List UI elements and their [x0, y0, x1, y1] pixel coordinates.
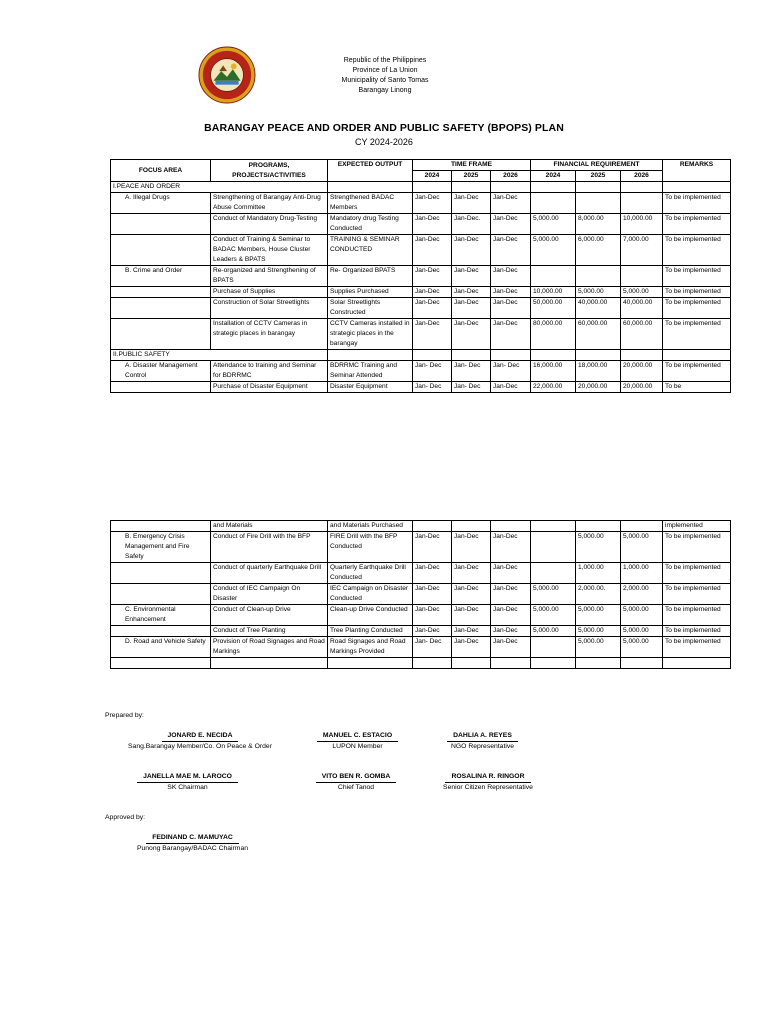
prepared-by-label: Prepared by: [105, 712, 144, 719]
table-row [111, 637, 731, 658]
document-header [300, 56, 470, 96]
financial-2025-cell: 40,000.00 [576, 298, 621, 319]
program-cell: Purchase of Disaster Equipment [211, 382, 328, 393]
program-cell: Conduct of quarterly Earthquake Drill [211, 563, 328, 584]
expected-output-cell [328, 658, 413, 669]
section-row [111, 350, 731, 361]
remarks-cell: To be implemented [663, 266, 731, 287]
table-row [111, 563, 731, 584]
signatory-name: ROSALINA R. RINGOR [445, 772, 530, 783]
focus-area-cell [111, 382, 211, 393]
remarks-cell: To be implemented [663, 235, 731, 266]
focus-area-cell [111, 298, 211, 319]
empty-cell [413, 350, 452, 361]
table-row [111, 584, 731, 605]
header-fr-2025: 2025 [576, 171, 621, 182]
timeframe-2024-cell: Jan-Dec [413, 235, 452, 266]
table-row [111, 658, 731, 669]
document-subtitle: CY 2024-2026 [355, 137, 413, 147]
timeframe-2024-cell: Jan- Dec [413, 382, 452, 393]
remarks-cell: To be implemented [663, 626, 731, 637]
empty-cell [621, 182, 663, 193]
expected-output-cell: CCTV Cameras installed in strategic places in the barangay [328, 319, 413, 350]
financial-2026-cell: 40,000.00 [621, 298, 663, 319]
remarks-cell: To be implemented [663, 287, 731, 298]
timeframe-2024-cell: Jan-Dec [413, 563, 452, 584]
header-time-frame: TIME FRAME [413, 160, 531, 171]
financial-2024-cell [531, 637, 576, 658]
timeframe-2026-cell: Jan- Dec [491, 361, 531, 382]
timeframe-2026-cell: Jan-Dec [491, 605, 531, 626]
timeframe-2025-cell: Jan-Dec [452, 584, 491, 605]
timeframe-2025-cell: Jan-Dec [452, 319, 491, 350]
header-remarks: REMARKS [663, 160, 731, 182]
timeframe-2024-cell: Jan-Dec [413, 298, 452, 319]
financial-2025-cell: 6,000.00 [576, 235, 621, 266]
timeframe-2026-cell: Jan-Dec [491, 235, 531, 266]
header-tf-2025: 2025 [452, 171, 491, 182]
header-line-province: Province of La Union [352, 67, 418, 74]
barangay-seal-logo [198, 46, 256, 104]
empty-cell [491, 182, 531, 193]
signatory-name: DAHLIA A. REYES [447, 731, 518, 742]
plan-table-body-1 [111, 182, 731, 393]
timeframe-2024-cell [413, 658, 452, 669]
remarks-cell: To be implemented [663, 319, 731, 350]
financial-2025-cell: 5,000.00 [576, 637, 621, 658]
table-row [111, 382, 731, 393]
financial-2025-cell: 18,000.00 [576, 361, 621, 382]
empty-cell [576, 350, 621, 361]
expected-output-cell: IEC Campaign on Disaster Conducted [328, 584, 413, 605]
signatory-name: JANELLA MAE M. LAROCO [137, 772, 238, 783]
remarks-cell: To be implemented [663, 361, 731, 382]
financial-2026-cell: 5,000.00 [621, 287, 663, 298]
empty-cell [663, 350, 731, 361]
financial-2024-cell: 10,000.00 [531, 287, 576, 298]
focus-area-cell [111, 658, 211, 669]
financial-2026-cell: 1,000.00 [621, 563, 663, 584]
financial-2024-cell: 5,000.00 [531, 214, 576, 235]
financial-2025-cell: 60,000.00 [576, 319, 621, 350]
focus-area-cell [111, 521, 211, 532]
header-financial: FINANCIAL REQUIREMENT [531, 160, 663, 171]
financial-2026-cell: 7,000.00 [621, 235, 663, 266]
header-tf-2026: 2026 [491, 171, 531, 182]
program-cell: Conduct of Fire Drill with the BFP [211, 532, 328, 563]
financial-2024-cell [531, 658, 576, 669]
header-line-municipality: Municipality of Santo Tomas [341, 77, 429, 84]
financial-2024-cell [531, 521, 576, 532]
financial-2024-cell: 80,000.00 [531, 319, 576, 350]
focus-area-cell: C. Environmental Enhancement [111, 605, 211, 626]
signatory-necida [105, 731, 295, 752]
table-row [111, 532, 731, 563]
timeframe-2024-cell: Jan-Dec [413, 532, 452, 563]
program-cell: Re-organized and Strengthening of BPATS [211, 266, 328, 287]
expected-output-cell: Re- Organized BPATS [328, 266, 413, 287]
section-label: II.PUBLIC SAFETY [111, 350, 328, 361]
header-expected-output: EXPECTED OUTPUT [328, 160, 413, 182]
timeframe-2025-cell: Jan-Dec [452, 605, 491, 626]
signatory-gomba [300, 772, 412, 793]
header-line-barangay: Barangay Linong [358, 87, 412, 94]
financial-2024-cell: 5,000.00 [531, 235, 576, 266]
empty-cell [452, 350, 491, 361]
focus-area-cell [111, 563, 211, 584]
financial-2024-cell [531, 193, 576, 214]
empty-cell [621, 350, 663, 361]
timeframe-2026-cell: Jan-Dec [491, 287, 531, 298]
timeframe-2026-cell: Jan-Dec [491, 193, 531, 214]
signatory-mamuyac [120, 833, 265, 854]
financial-2024-cell [531, 532, 576, 563]
program-cell: Construction of Solar Streetlights [211, 298, 328, 319]
financial-2025-cell: 2,000.00. [576, 584, 621, 605]
timeframe-2026-cell: Jan-Dec [491, 563, 531, 584]
expected-output-cell: TRAINING & SEMINAR CONDUCTED [328, 235, 413, 266]
financial-2024-cell: 50,000.00 [531, 298, 576, 319]
timeframe-2026-cell: Jan-Dec [491, 214, 531, 235]
expected-output-cell: Road Signages and Road Markings Provided [328, 637, 413, 658]
document-title: BARANGAY PEACE AND ORDER AND PUBLIC SAFETY (BPOPS) PLAN [204, 122, 564, 134]
financial-2026-cell: 20,000.00 [621, 382, 663, 393]
program-cell: and Materials [211, 521, 328, 532]
focus-area-cell [111, 214, 211, 235]
financial-2026-cell: 10,000.00 [621, 214, 663, 235]
financial-2025-cell: 8,000.00 [576, 214, 621, 235]
expected-output-cell: FIRE Drill with the BFP Conducted [328, 532, 413, 563]
timeframe-2025-cell: Jan-Dec [452, 626, 491, 637]
empty-cell [663, 182, 731, 193]
timeframe-2026-cell [491, 658, 531, 669]
signatory-role: NGO Representative [450, 743, 515, 750]
timeframe-2024-cell: Jan- Dec [413, 361, 452, 382]
expected-output-cell: Solar Streetlights Constructed [328, 298, 413, 319]
timeframe-2025-cell: Jan-Dec. [452, 214, 491, 235]
timeframe-2024-cell: Jan-Dec [413, 605, 452, 626]
empty-cell [328, 350, 413, 361]
focus-area-cell: A. Illegal Drugs [111, 193, 211, 214]
financial-2026-cell: 20,000.00 [621, 361, 663, 382]
signatory-role: Chief Tanod [337, 784, 375, 791]
focus-area-cell [111, 287, 211, 298]
financial-2025-cell: 5,000.00 [576, 287, 621, 298]
timeframe-2025-cell: Jan-Dec [452, 532, 491, 563]
program-cell: Provision of Road Signages and Road Markings [211, 637, 328, 658]
section-row [111, 182, 731, 193]
expected-output-cell: Quarterly Earthquake Drill Conducted [328, 563, 413, 584]
empty-cell [491, 350, 531, 361]
financial-2024-cell [531, 563, 576, 584]
timeframe-2026-cell: Jan-Dec [491, 637, 531, 658]
program-cell: Purchase of Supplies [211, 287, 328, 298]
signatory-role: Sang.Barangay Member/Co. On Peace & Order [128, 743, 272, 750]
financial-2025-cell: 1,000.00 [576, 563, 621, 584]
financial-2025-cell: 20,000.00 [576, 382, 621, 393]
financial-2026-cell: 2,000.00 [621, 584, 663, 605]
focus-area-cell: A. Disaster Management Control [111, 361, 211, 382]
financial-2025-cell [576, 521, 621, 532]
empty-cell [328, 182, 413, 193]
empty-cell [531, 350, 576, 361]
timeframe-2026-cell: Jan-Dec [491, 382, 531, 393]
signatory-reyes [430, 731, 535, 752]
timeframe-2025-cell: Jan-Dec [452, 235, 491, 266]
signatory-laroco [125, 772, 250, 793]
expected-output-cell: Tree Planting Conducted [328, 626, 413, 637]
timeframe-2024-cell: Jan-Dec [413, 319, 452, 350]
table-row [111, 266, 731, 287]
timeframe-2024-cell: Jan-Dec [413, 266, 452, 287]
timeframe-2025-cell: Jan-Dec [452, 298, 491, 319]
timeframe-2024-cell: Jan-Dec [413, 214, 452, 235]
signatory-name: VITO BEN R. GOMBA [316, 772, 397, 783]
program-cell: Conduct of Training & Seminar to BADAC Members, House Cluster Leaders & BPATS [211, 235, 328, 266]
remarks-cell: To be implemented [663, 532, 731, 563]
financial-2026-cell [621, 266, 663, 287]
program-cell: Strengthening of Barangay Anti-Drug Abuse Committee [211, 193, 328, 214]
section-label: I.PEACE AND ORDER [111, 182, 328, 193]
signatory-name: FEDINAND C. MAMUYAC [146, 833, 239, 844]
focus-area-cell [111, 584, 211, 605]
signatory-name: JONARD E. NECIDA [162, 731, 239, 742]
header-programs: PROGRAMS, PROJECTS/ACTIVITIES [211, 160, 328, 182]
financial-2026-cell [621, 658, 663, 669]
program-cell: Conduct of Clean-up Drive [211, 605, 328, 626]
timeframe-2024-cell: Jan-Dec [413, 193, 452, 214]
empty-cell [531, 182, 576, 193]
focus-area-cell: B. Crime and Order [111, 266, 211, 287]
signatory-ringor [428, 772, 548, 793]
timeframe-2025-cell [452, 521, 491, 532]
timeframe-2024-cell: Jan- Dec [413, 637, 452, 658]
timeframe-2025-cell: Jan- Dec [452, 361, 491, 382]
expected-output-cell: Clean-up Drive Conducted [328, 605, 413, 626]
header-fr-2026: 2026 [621, 171, 663, 182]
financial-2024-cell: 5,000.00 [531, 584, 576, 605]
program-cell: Conduct of Tree Planting [211, 626, 328, 637]
table-row [111, 521, 731, 532]
financial-2025-cell: 5,000.00 [576, 605, 621, 626]
timeframe-2024-cell: Jan-Dec [413, 287, 452, 298]
focus-area-cell [111, 319, 211, 350]
financial-2024-cell: 16,000.00 [531, 361, 576, 382]
financial-2025-cell: 5,000.00 [576, 626, 621, 637]
program-cell: Conduct of IEC Campaign On Disaster [211, 584, 328, 605]
financial-2025-cell [576, 193, 621, 214]
signatory-role: SK Chairman [167, 784, 208, 791]
remarks-cell: To be [663, 382, 731, 393]
signatory-role: Senior Citizen Representative [443, 784, 533, 791]
financial-2025-cell: 5,000.00 [576, 532, 621, 563]
financial-2025-cell [576, 266, 621, 287]
financial-2024-cell: 5,000.00 [531, 605, 576, 626]
timeframe-2026-cell: Jan-Dec [491, 298, 531, 319]
timeframe-2026-cell: Jan-Dec [491, 532, 531, 563]
empty-cell [452, 182, 491, 193]
program-cell [211, 658, 328, 669]
timeframe-2025-cell: Jan-Dec [452, 287, 491, 298]
timeframe-2026-cell: Jan-Dec [491, 266, 531, 287]
header-focus-area: FOCUS AREA [111, 160, 211, 182]
program-cell: Conduct of Mandatory Drug-Testing [211, 214, 328, 235]
signatory-role: Punong Barangay/BADAC Chairman [136, 845, 249, 852]
financial-2026-cell [621, 521, 663, 532]
timeframe-2025-cell: Jan-Dec [452, 266, 491, 287]
plan-table-body-2 [111, 521, 731, 669]
timeframe-2026-cell: Jan-Dec [491, 584, 531, 605]
timeframe-2025-cell [452, 658, 491, 669]
financial-2026-cell: 5,000.00 [621, 637, 663, 658]
header-line-country: Republic of the Philippines [343, 57, 427, 64]
table-row [111, 193, 731, 214]
timeframe-2026-cell [491, 521, 531, 532]
signatory-estacio [305, 731, 410, 752]
timeframe-2024-cell: Jan-Dec [413, 584, 452, 605]
remarks-cell: To be implemented [663, 637, 731, 658]
financial-2026-cell: 60,000.00 [621, 319, 663, 350]
financial-2026-cell [621, 193, 663, 214]
timeframe-2025-cell: Jan-Dec [452, 563, 491, 584]
table-row [111, 214, 731, 235]
signatory-name: MANUEL C. ESTACIO [317, 731, 398, 742]
table-row [111, 605, 731, 626]
table-row [111, 361, 731, 382]
table-row [111, 626, 731, 637]
financial-2026-cell: 5,000.00 [621, 605, 663, 626]
remarks-cell: To be implemented [663, 584, 731, 605]
expected-output-cell: Supplies Purchased [328, 287, 413, 298]
focus-area-cell [111, 626, 211, 637]
remarks-cell: implemented [663, 521, 731, 532]
financial-2025-cell [576, 658, 621, 669]
empty-cell [413, 182, 452, 193]
focus-area-cell [111, 235, 211, 266]
signatory-role: LUPON Member [332, 743, 383, 750]
financial-2024-cell [531, 266, 576, 287]
remarks-cell [663, 658, 731, 669]
remarks-cell: To be implemented [663, 605, 731, 626]
program-cell: Attendance to training and Seminar for BDRRMC [211, 361, 328, 382]
financial-2024-cell: 5,000.00 [531, 626, 576, 637]
timeframe-2026-cell: Jan-Dec [491, 626, 531, 637]
remarks-cell: To be implemented [663, 214, 731, 235]
plan-table-part-1 [110, 159, 731, 393]
timeframe-2025-cell: Jan-Dec [452, 193, 491, 214]
table-row [111, 319, 731, 350]
timeframe-2026-cell: Jan-Dec [491, 319, 531, 350]
financial-2026-cell: 5,000.00 [621, 532, 663, 563]
program-cell: Installation of CCTV Cameras in strategic places in barangay [211, 319, 328, 350]
expected-output-cell: Strengthened BADAC Members [328, 193, 413, 214]
timeframe-2025-cell: Jan-Dec [452, 637, 491, 658]
empty-cell [576, 182, 621, 193]
remarks-cell: To be implemented [663, 298, 731, 319]
header-tf-2024: 2024 [413, 171, 452, 182]
table-row [111, 298, 731, 319]
timeframe-2025-cell: Jan- Dec [452, 382, 491, 393]
expected-output-cell: Disaster Equipment [328, 382, 413, 393]
timeframe-2024-cell: Jan-Dec [413, 626, 452, 637]
remarks-cell: To be implemented [663, 563, 731, 584]
table-row [111, 287, 731, 298]
remarks-cell: To be implemented [663, 193, 731, 214]
header-fr-2024: 2024 [531, 171, 576, 182]
financial-2024-cell: 22,000.00 [531, 382, 576, 393]
focus-area-cell: D. Road and Vehicle Safety [111, 637, 211, 658]
expected-output-cell: and Materials Purchased [328, 521, 413, 532]
expected-output-cell: BDRRMC Training and Seminar Attended [328, 361, 413, 382]
plan-table-part-2 [110, 520, 731, 669]
approved-by-label: Approved by: [105, 814, 146, 821]
timeframe-2024-cell [413, 521, 452, 532]
table-row [111, 235, 731, 266]
expected-output-cell: Mandatory drug Testing Conducted [328, 214, 413, 235]
focus-area-cell: B. Emergency Crisis Management and Fire Safety [111, 532, 211, 563]
financial-2026-cell: 5,000.00 [621, 626, 663, 637]
